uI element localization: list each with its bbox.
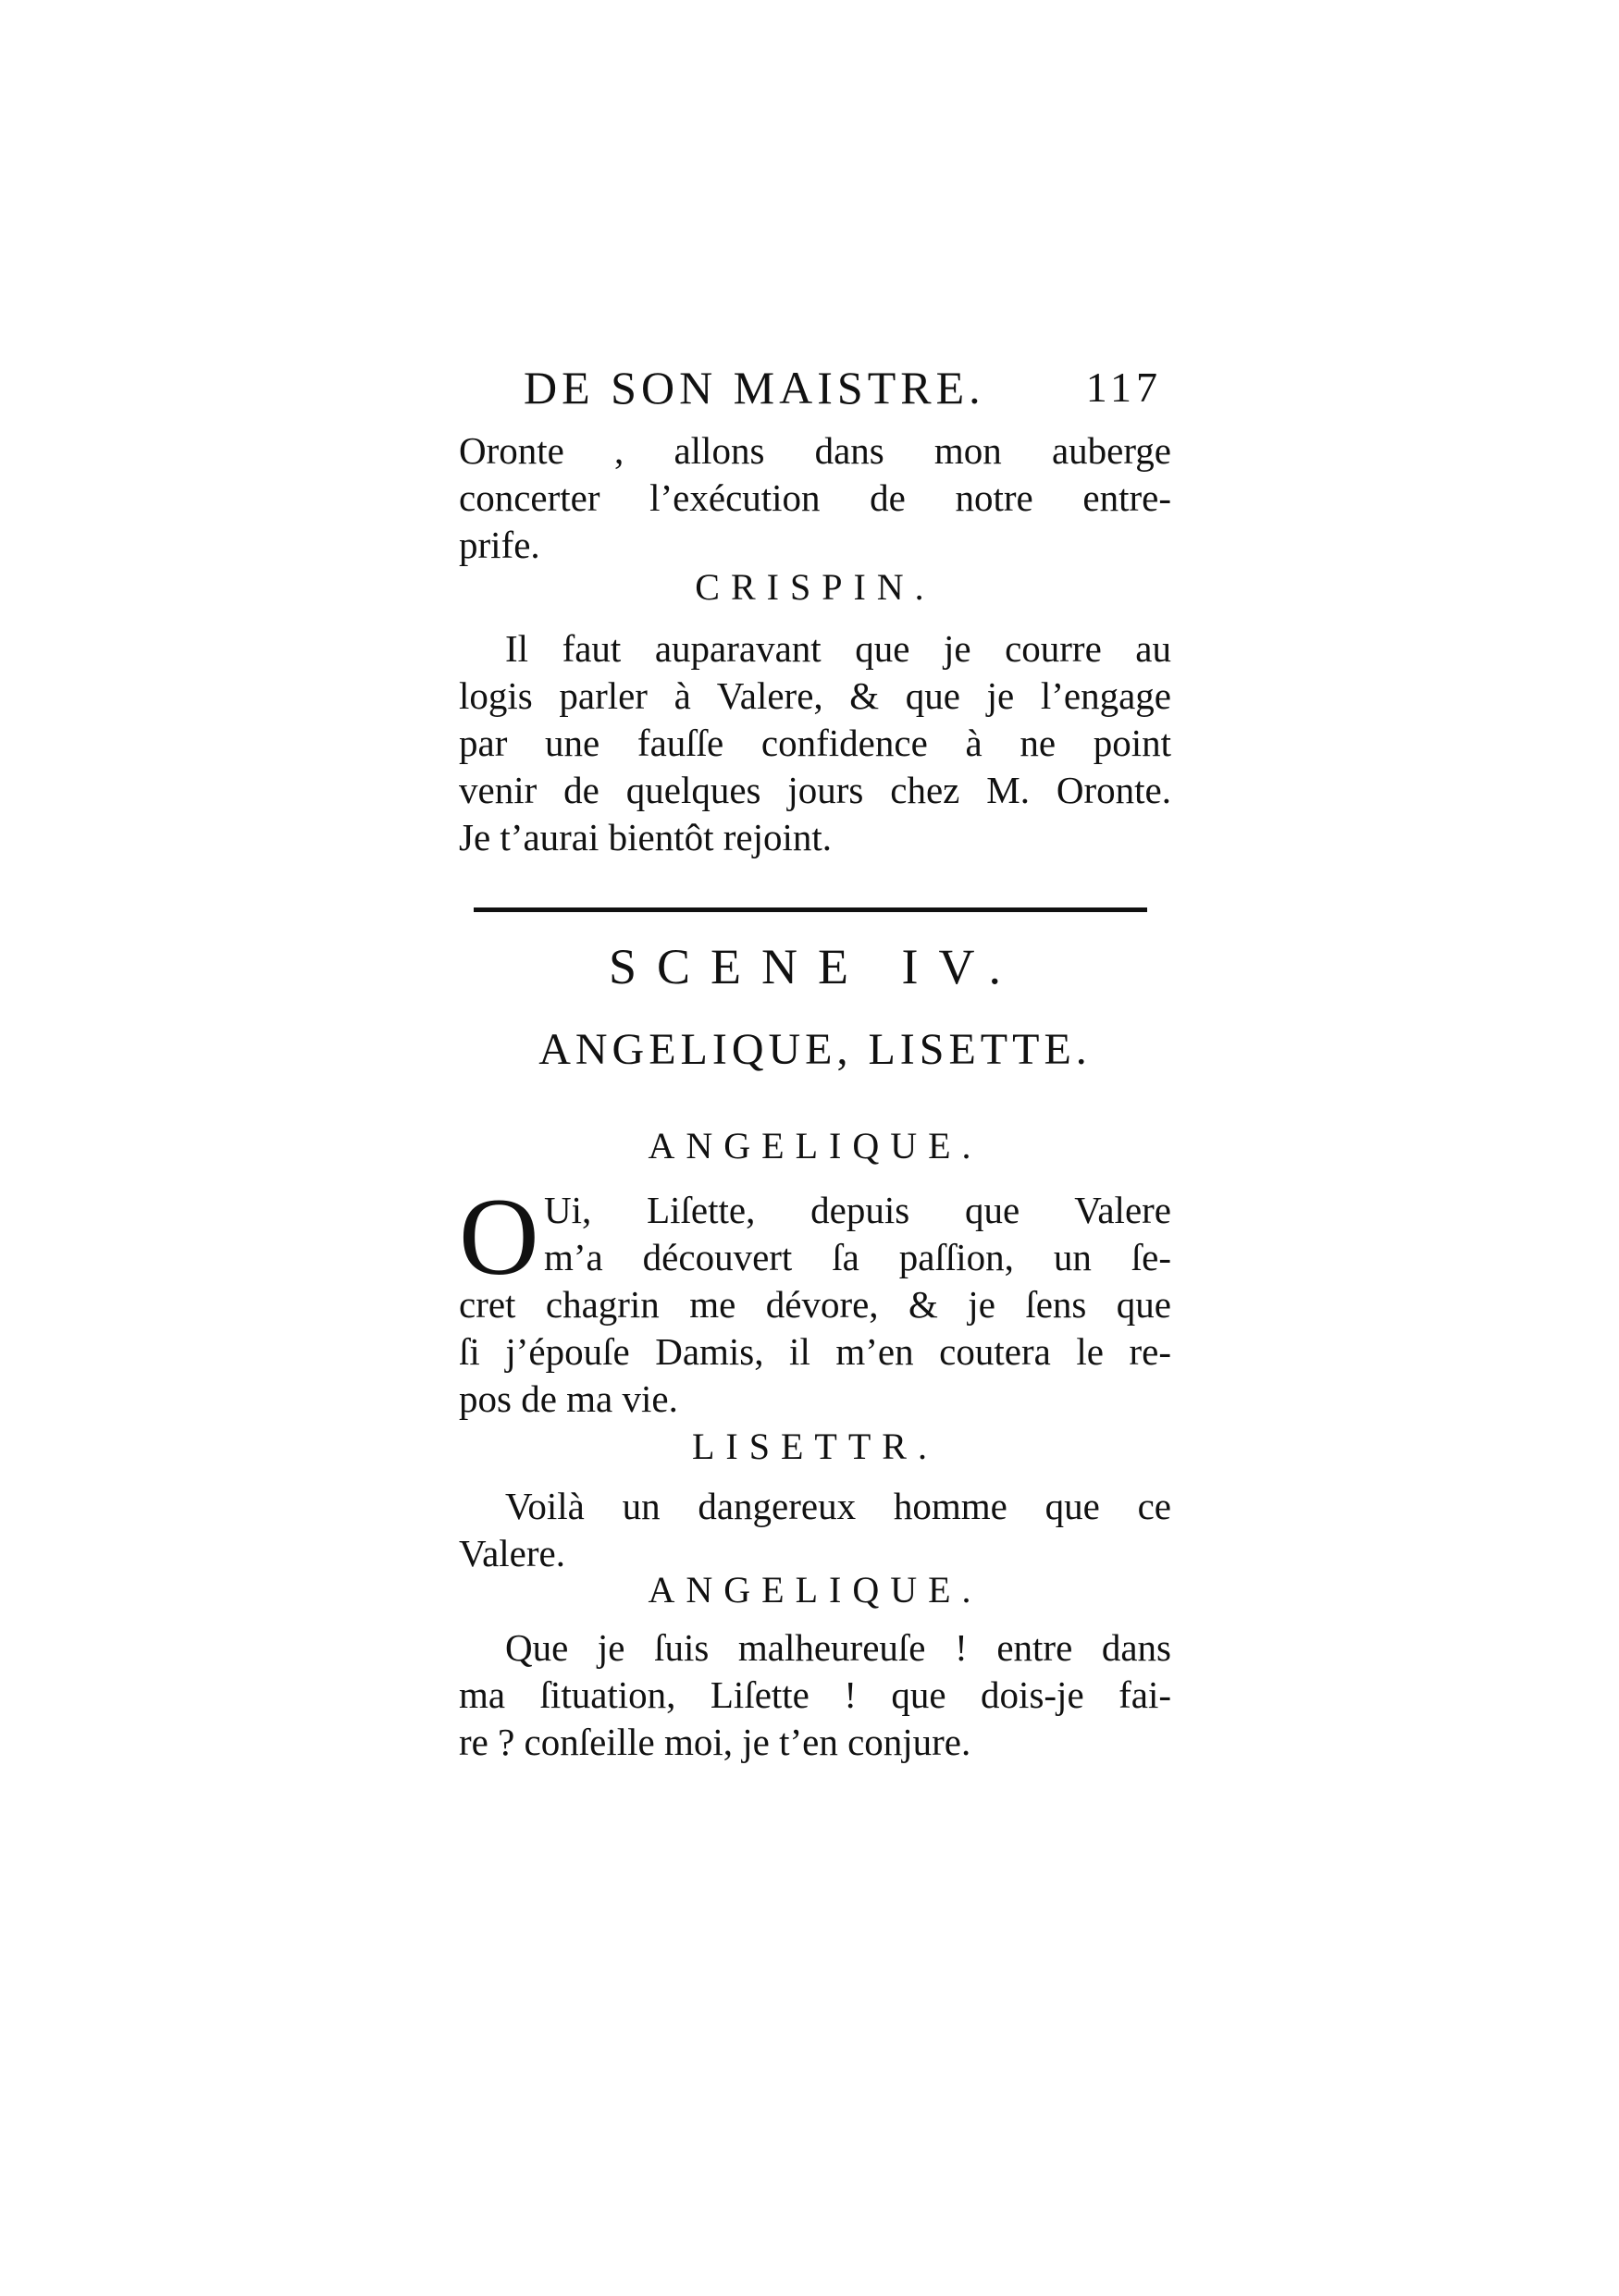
speech-lisette (459, 1420, 1171, 1577)
scene-characters: ANGELIQUE, LISETTE. (538, 1025, 1092, 1074)
text-line: re ? conſeille moi, je t’en conjure. (459, 1721, 971, 1763)
text-line: Je t’aurai bientôt rejoint. (459, 816, 833, 858)
text-line: m’a découvert ſa paſſion, un ſe- (544, 1236, 1171, 1278)
running-head (524, 355, 1162, 420)
text-line: ma ſituation, Liſette ! que dois-je fai- (459, 1673, 1171, 1716)
speaker-name: ANGELIQUE. (648, 1125, 983, 1167)
text-line: Valere. (459, 1532, 565, 1574)
speech-crispin (459, 561, 1171, 861)
running-head-title: DE SON MAISTRE. (524, 362, 985, 414)
text-line: ſi j’épouſe Damis, il m’en coutera le re- (459, 1330, 1171, 1373)
drop-cap: O (459, 1175, 539, 1298)
speaker-name: CRISPIN. (695, 566, 935, 608)
text-line: Il faut auparavant que je courre au (505, 627, 1171, 670)
continuation-paragraph (459, 427, 1171, 569)
text-line: pos de ma vie. (459, 1377, 678, 1420)
text-line: concerter l’exécution de notre entre- (459, 476, 1171, 519)
speaker-name: ANGELIQUE. (648, 1569, 983, 1611)
scene-divider-rule (474, 907, 1147, 912)
text-line: logis parler à Valere, & que je l’engage (459, 674, 1171, 717)
text-line: Voilà un dangereux homme que ce (505, 1485, 1171, 1527)
page-number: 117 (1085, 364, 1162, 411)
text-line: Que je ſuis malheureuſe ! entre dans (505, 1626, 1171, 1669)
speech-angelique-2 (459, 1563, 1171, 1766)
text-line: venir de quelques jours chez M. Oronte. (459, 769, 1171, 811)
speaker-angelique-heading (459, 1119, 1171, 1173)
text-line: par une fauſſe confidence à ne point (459, 722, 1171, 764)
speech-angelique-1 (459, 1175, 1171, 1423)
speaker-name: LISETTR. (692, 1426, 938, 1467)
scene-title: SCENE IV. (608, 939, 1022, 994)
text-line: prife. (459, 524, 540, 566)
text-line: Ui, Liſette, depuis que Valere (544, 1189, 1171, 1231)
text-line: Oronte , allons dans mon auberge (459, 429, 1171, 472)
text-line: cret chagrin me dévore, & je ſens que (459, 1283, 1171, 1326)
